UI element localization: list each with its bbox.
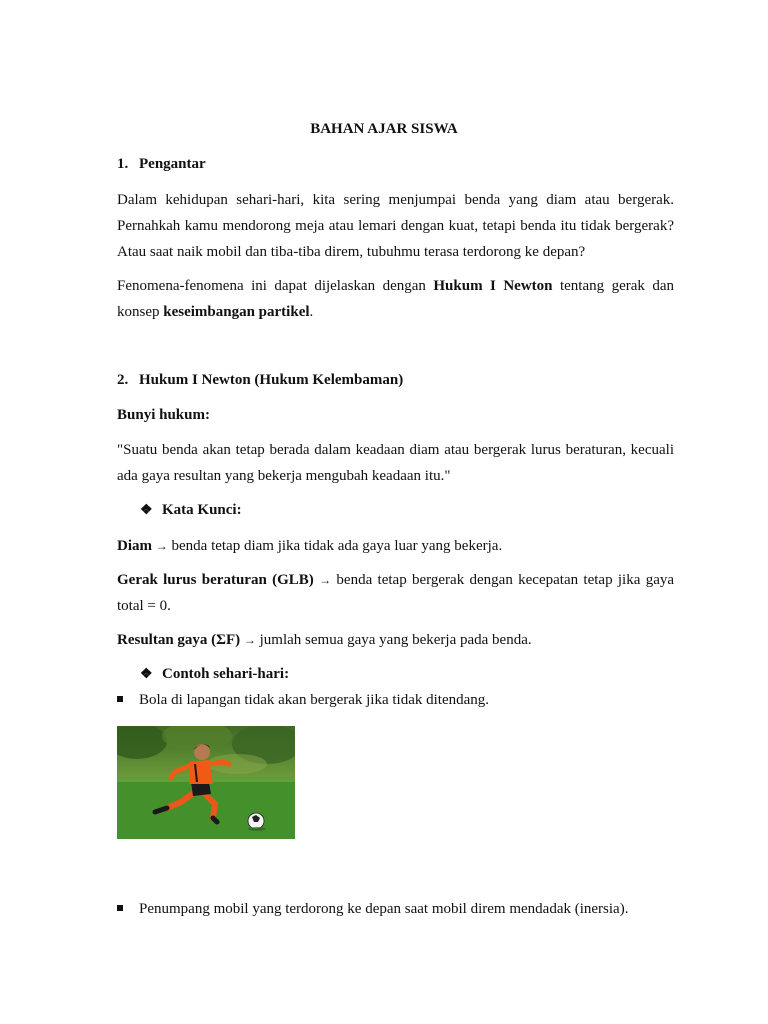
keyword-desc: benda tetap diam jika tidak ada gaya luar yang bekerja. (167, 538, 503, 554)
example-item (117, 901, 628, 918)
keyword-term: Gerak lurus beraturan (GLB) (117, 572, 314, 588)
text-run: . (309, 304, 314, 320)
square-bullet-icon (117, 905, 123, 911)
law-label: Bunyi hukum: (117, 407, 210, 423)
subheading-text: Contoh sehari-hari: (162, 666, 290, 682)
keyword-desc: benda tetap bergerak dengan kecepatan tetap jika gaya total = 0. (117, 572, 675, 614)
keyword-term: Resultan gaya (ΣF) (117, 632, 241, 648)
phenomena-paragraph (117, 273, 674, 325)
section-2-heading (117, 372, 403, 389)
soccer-boy-photo (117, 726, 295, 839)
intro-paragraph: Dalam kehidupan sehari-hari, kita sering menjumpai benda yang diam atau bergerak. Pernahkah kamu mendorong meja atau lemari dengan kuat, tetapi benda itu tidak bergerak? Atau saat naik mobil dan tiba-tiba direm, tubuhmu terasa terdorong ke depan? (117, 192, 674, 260)
square-bullet-icon (117, 696, 123, 702)
law-statement: "Suatu benda akan tetap berada dalam keadaan diam atau bergerak lurus beraturan, kecuali ada gaya resultan yang bekerja mengubah keadaan itu." (117, 442, 674, 484)
subheading-text: Kata Kunci: (162, 502, 242, 518)
keyword-item (117, 567, 674, 619)
example-text: Bola di lapangan tidak akan bergerak jika tidak ditendang. (139, 692, 490, 708)
arrow-right-icon: → (243, 633, 256, 647)
example-text: Penumpang mobil yang terdorong ke depan saat mobil direm mendadak (inersia). (139, 901, 629, 917)
keyword-desc: jumlah semua gaya yang bekerja pada benda. (255, 632, 532, 648)
keywords-heading (140, 502, 242, 519)
page-title: BAHAN AJAR SISWA (310, 121, 458, 137)
text-run: tentang gerak dan konsep (117, 278, 675, 320)
keyword-term: Diam (117, 538, 152, 554)
arrow-right-icon: → (155, 539, 168, 553)
arrow-right-icon: → (319, 573, 332, 587)
example-item (117, 692, 489, 709)
text-run: Fenomena-fenomena ini dapat dijelaskan dengan (117, 278, 434, 294)
diamond-bullet-icon: ❖ (140, 503, 153, 518)
section-number: 2. (117, 372, 129, 388)
keyword-item (117, 627, 674, 653)
section-1-heading (117, 156, 206, 173)
section-title: Hukum I Newton (Hukum Kelembaman) (139, 372, 404, 388)
examples-heading (140, 666, 289, 683)
section-title: Pengantar (139, 156, 206, 172)
bold-term: Hukum I Newton (433, 278, 553, 294)
soccer-photo-illustration (117, 726, 295, 839)
diamond-bullet-icon: ❖ (140, 667, 153, 682)
section-number: 1. (117, 156, 129, 172)
keyword-item (117, 533, 674, 559)
bold-term: keseimbangan partikel (163, 304, 310, 320)
